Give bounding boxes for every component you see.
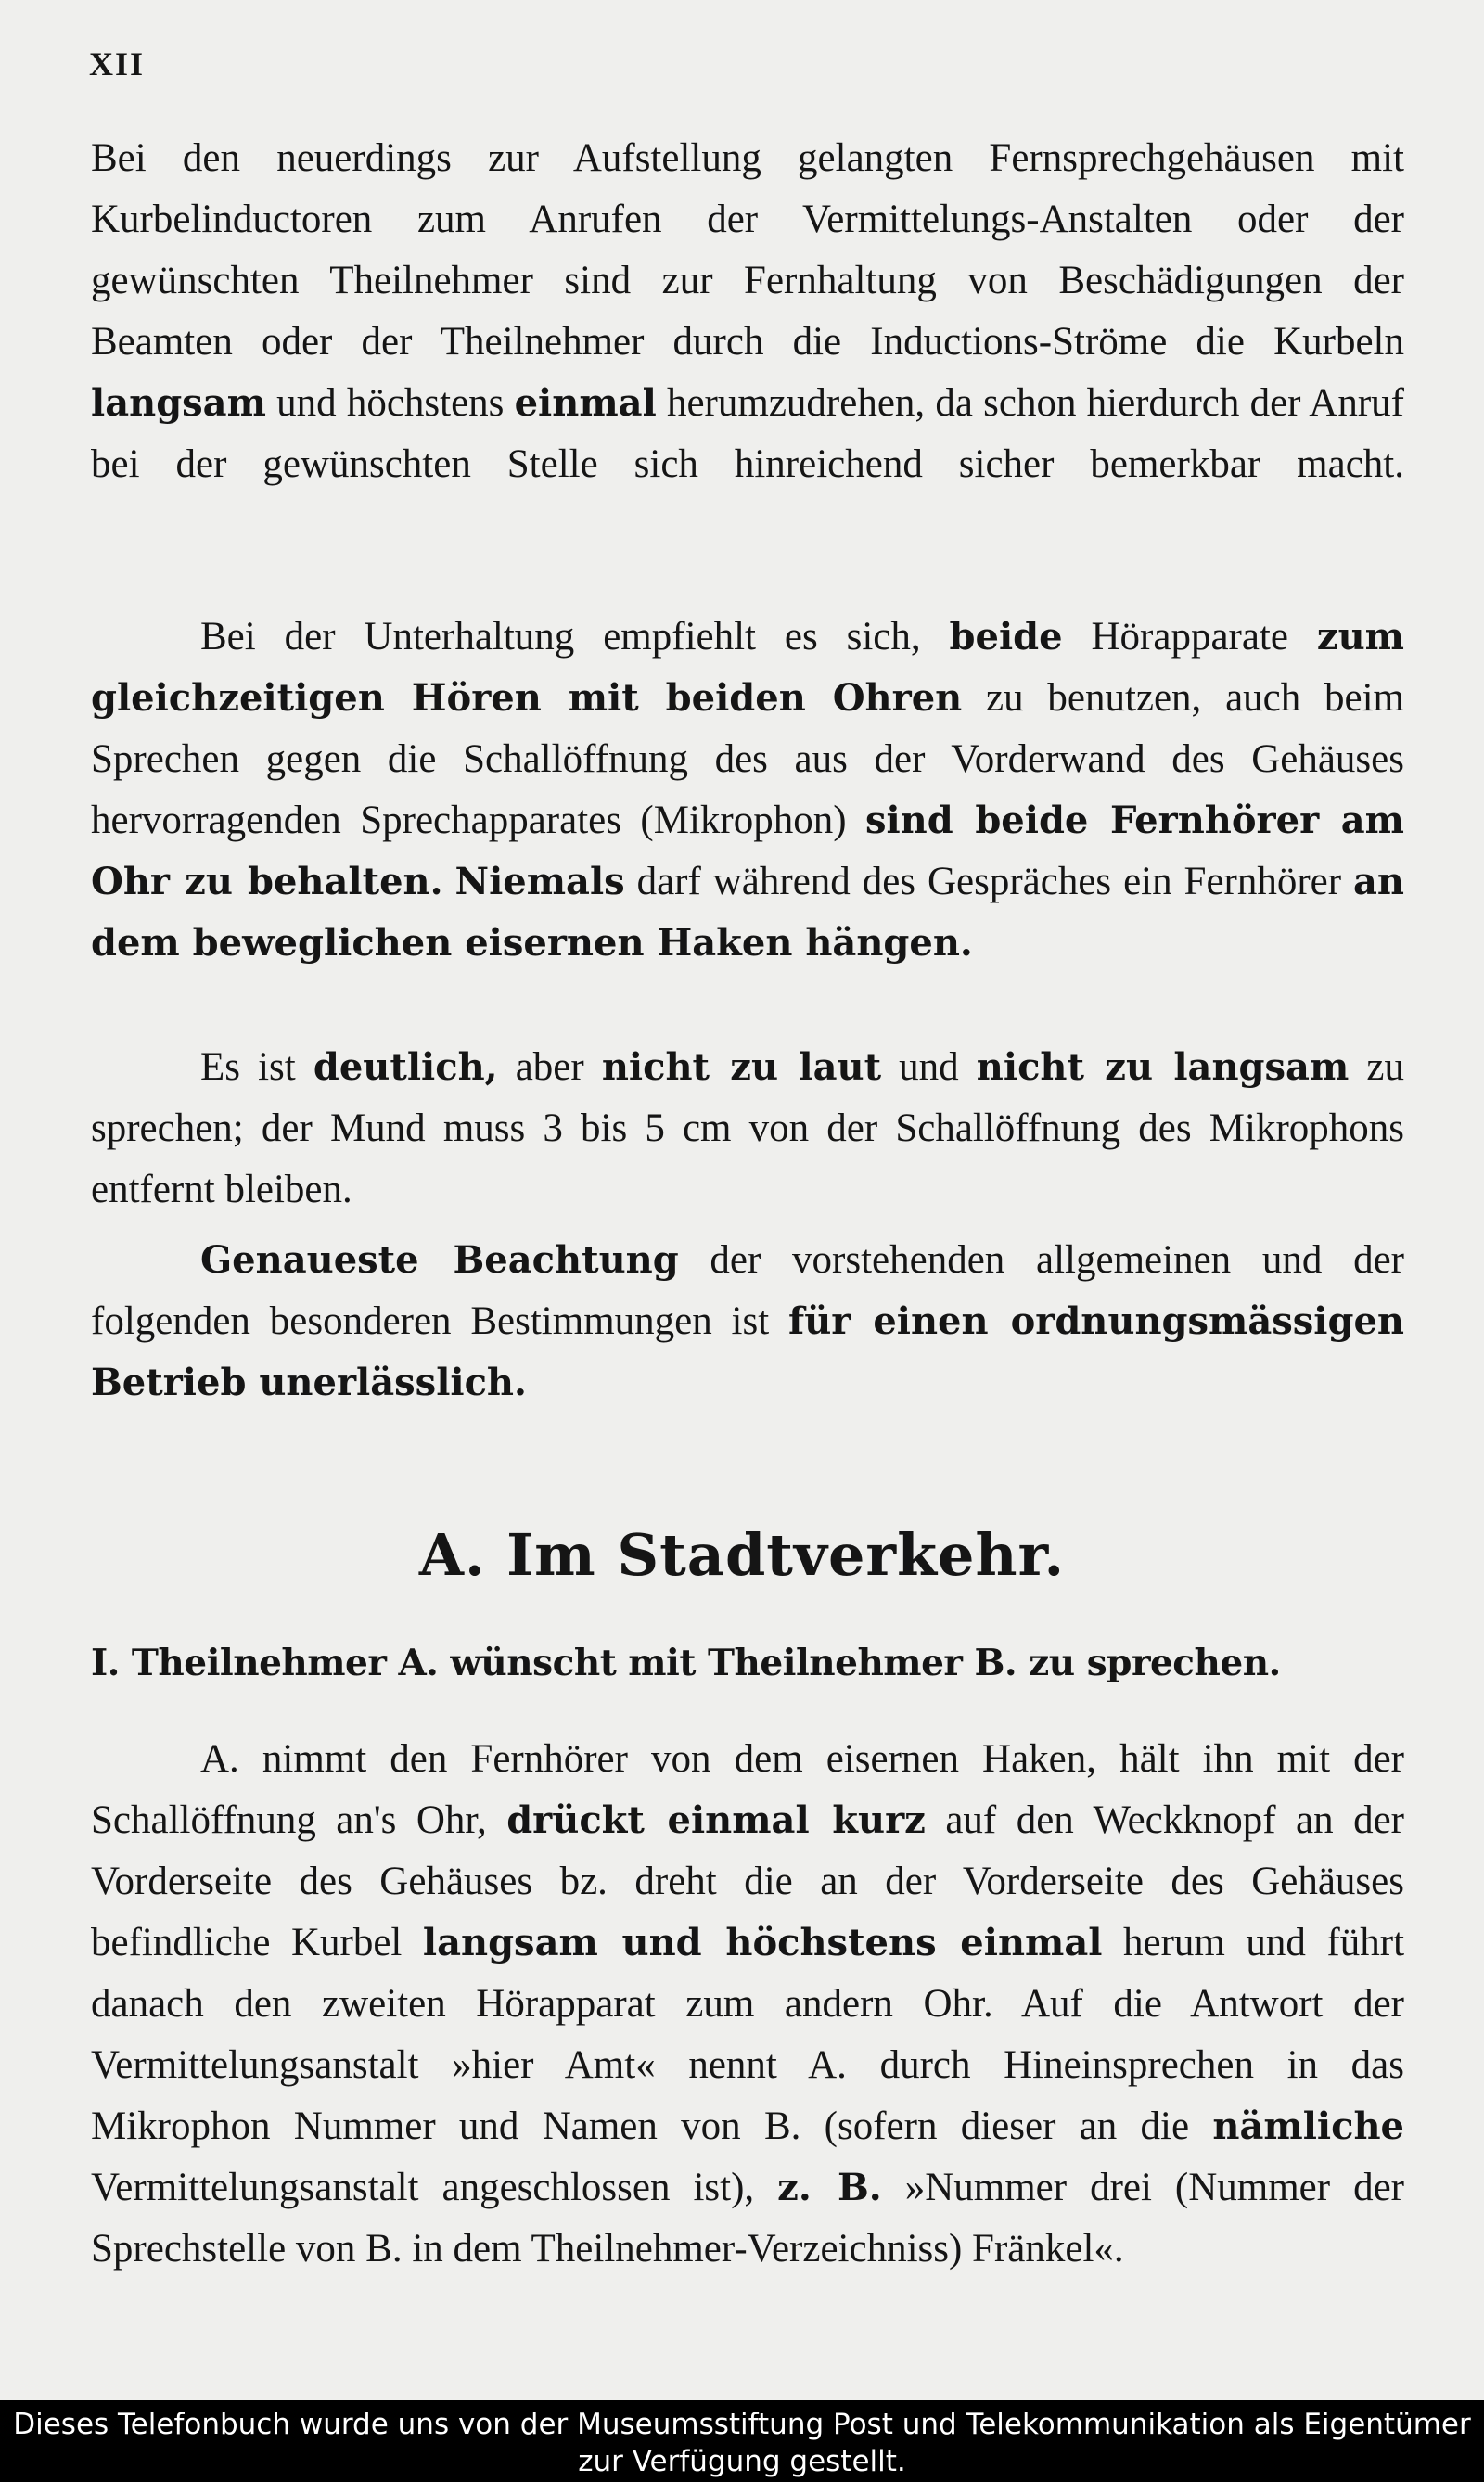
text-run bbox=[443, 860, 455, 903]
text-run: aber bbox=[497, 1045, 602, 1089]
bold-text-run: nicht zu laut bbox=[601, 1045, 882, 1089]
text-run: auf den Weckknopf an der Vorderseite des Gehäuses bz. dreht die an der Vorderseite des Gehäuses befindliche Kurbel bbox=[91, 1798, 1404, 1964]
bold-text-run: nicht zu langsam bbox=[976, 1045, 1350, 1089]
paragraph-1 bbox=[91, 128, 1404, 495]
paragraph-5 bbox=[91, 1729, 1404, 2280]
text-run: darf während des Gespräches ein Fernhörer bbox=[624, 860, 1354, 903]
bold-text-run: sind beide Fernhörer am Ohr zu behalten. bbox=[91, 799, 1404, 903]
bold-text-run: einmal bbox=[514, 381, 657, 425]
bold-text-run: Genaueste Beachtung bbox=[200, 1238, 679, 1282]
bold-text-run: nämliche bbox=[1212, 2105, 1404, 2148]
text-run: »Nummer drei (Nummer der Sprechstelle von B. in dem Theilnehmer-Verzeichniss) Fränkel«. bbox=[91, 2166, 1404, 2271]
section-heading: A. Im Stadtverkehr. bbox=[418, 1521, 1066, 1589]
text-run: und bbox=[881, 1045, 977, 1089]
bold-text-run: deutlich, bbox=[313, 1045, 498, 1089]
footer-notice: Dieses Telefonbuch wurde uns von der Museumsstiftung Post und Telekommunikation als Eigentümer zur Verfügung gestellt. bbox=[0, 2400, 1484, 2482]
subsection-heading: I. Theilnehmer A. wünscht mit Theilnehmer B. zu sprechen. bbox=[91, 1642, 1281, 1684]
bold-text-run: langsam und höchstens einmal bbox=[422, 1921, 1103, 1964]
bold-text-run: Niemals bbox=[454, 860, 625, 903]
text-run: der vorstehenden allgemeinen und der folgenden besonderen Bestimmungen ist bbox=[91, 1238, 1404, 1343]
text-run: herumzudrehen, da schon hierdurch der Anruf bei der gewünschten Stelle sich hinreichend sicher bemerkbar macht. bbox=[91, 381, 1404, 486]
bold-text-run: drückt einmal kurz bbox=[506, 1798, 926, 1842]
text-run: herum und führt danach den zweiten Hörapparat zum andern Ohr. Auf die Antwort der Vermittelungsanstalt »hier Amt« nennt A. durch Hineinsprechen in das Mikrophon Nummer und Namen von B. (sofern dieser an die bbox=[91, 1921, 1405, 2148]
page-number: XII bbox=[89, 45, 146, 83]
paragraph-2 bbox=[91, 607, 1404, 974]
bold-text-run: langsam bbox=[91, 381, 266, 425]
text-run: zu benutzen, auch beim Sprechen gegen die Schallöffnung des aus der Vorderwand des Gehäuses hervorragenden Sprechapparates (Mikrophon) bbox=[91, 676, 1404, 842]
bold-text-run: z. B. bbox=[777, 2166, 882, 2209]
text-run: Hörapparate bbox=[1062, 615, 1317, 659]
bold-text-run: zum gleichzeitigen Hören mit beiden Ohren bbox=[91, 615, 1404, 720]
text-run: A. nimmt den Fernhörer von dem eisernen Haken, hält ihn mit der Schallöffnung an's Ohr, bbox=[91, 1737, 1404, 1842]
paragraph-3 bbox=[91, 1037, 1404, 1221]
bold-text-run: für einen ordnungsmässigen Betrieb unerlässlich. bbox=[91, 1299, 1405, 1404]
text-run: Bei der Unterhaltung empfiehlt es sich, bbox=[200, 615, 950, 659]
text-run: Es ist bbox=[200, 1045, 313, 1089]
text-run: und höchstens bbox=[265, 381, 515, 425]
paragraph-4 bbox=[91, 1230, 1404, 1414]
text-run: zu sprechen; der Mund muss 3 bis 5 cm von der Schallöffnung des Mikrophons entfernt bleiben. bbox=[91, 1045, 1404, 1211]
bold-text-run: an dem beweglichen eisernen Haken hängen. bbox=[91, 860, 1405, 965]
text-run: Bei den neuerdings zur Aufstellung gelangten Fernsprechgehäusen mit Kurbelinductoren zum Anrufen der Vermittelungs-Anstalten oder der gewünschten Theilnehmer sind zur Fernhaltung von Beschädigungen der Beamten oder der Theilnehmer durch die Inductions-Ströme die Kurbeln bbox=[91, 136, 1404, 364]
bold-text-run: beide bbox=[949, 615, 1063, 659]
text-run: Vermittelungsanstalt angeschlossen ist), bbox=[91, 2166, 778, 2209]
